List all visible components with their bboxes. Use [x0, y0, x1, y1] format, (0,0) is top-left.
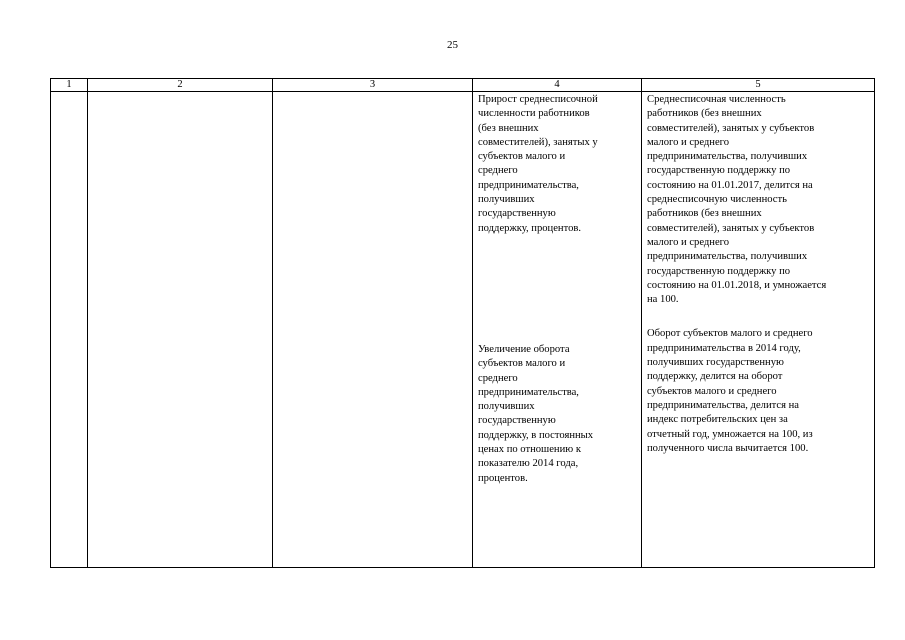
cell-col-2: [88, 92, 273, 568]
column-number-row: [51, 79, 875, 92]
indicator-text-1: Прирост среднесписочной численности работников (без внешних совместителей), занятых у субъектов малого и среднего предпринимательства, получивших государственную поддержку, процентов.: [478, 94, 598, 234]
column-number-4: 4: [473, 79, 642, 92]
cell-col-4: [473, 92, 642, 568]
cell-col-3: [273, 92, 473, 568]
column-number-2: 2: [88, 79, 273, 92]
indicator-text-2: Увеличение оборота субъектов малого и среднего предпринимательства, получивших государственную поддержку, в постоянных ценах по отношению к показателю 2014 года, процентов.: [478, 343, 594, 484]
formula-text-2: Оборот субъектов малого и среднего предпринимательства в 2014 году, получивших государственную поддержку, делится на оборот субъектов малого и среднего предпринимательства, делится на индекс потребительских цен за отчетный год, умножается на 100, из полученного числа вычитается 100.: [647, 328, 813, 454]
table-row: [51, 92, 875, 568]
indicator-table: [50, 78, 875, 568]
formula-text-1: Среднесписочная численность работников (без внешних совместителей), занятых у субъектов малого и среднего предпринимательства, получивших государственную поддержку по состоянию на 01.01.2017, делится на среднесписочную численность работников (без внешних совместителей), занятых у субъектов малого и среднего предпринимательства, получивших государственную поддержку по состоянию на 01.01.2018, и умножается на 100.: [647, 94, 827, 306]
cell-col-1: [51, 92, 88, 568]
page-number: 25: [447, 39, 458, 51]
column-number-3: 3: [273, 79, 473, 92]
column-number-1: 1: [51, 79, 88, 92]
cell-col-5: [642, 92, 875, 568]
column-number-5: 5: [642, 79, 875, 92]
